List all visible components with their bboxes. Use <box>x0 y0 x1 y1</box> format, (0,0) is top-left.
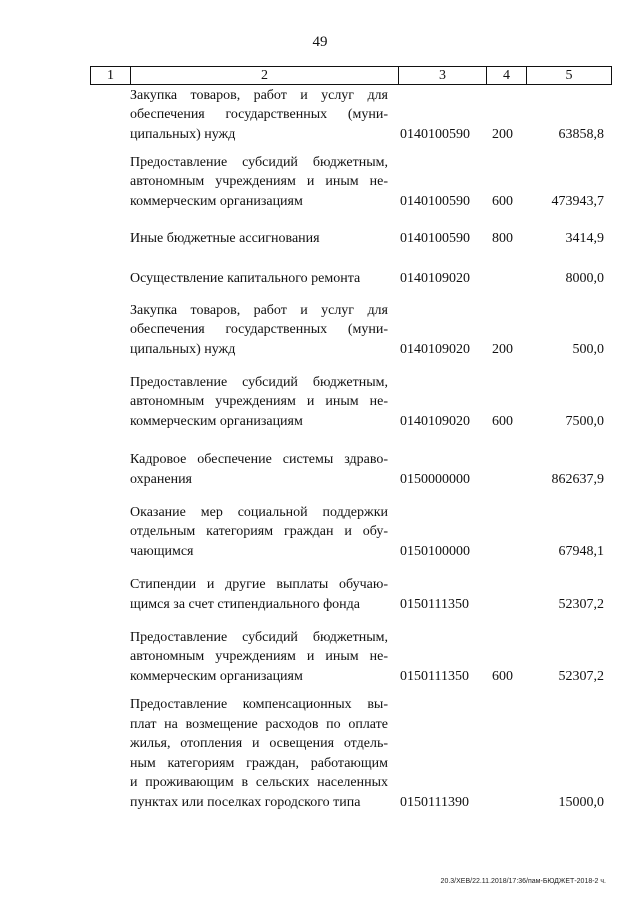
header-col-1: 1 <box>91 67 131 84</box>
row-amount: 15000,0 <box>558 794 604 810</box>
header-col-5: 5 <box>565 68 573 83</box>
row-name-line: жилья, отопления и освещения отдель- <box>130 736 388 751</box>
row-name-line: Предоставление субсидий бюджетным, <box>130 374 388 390</box>
row-code: 0150000000 <box>400 471 470 487</box>
row-amount: 63858,8 <box>558 126 604 142</box>
row-expense-type: 600 <box>492 193 513 209</box>
row-name-line: ным категориям граждан, работающим <box>130 755 388 771</box>
row-code: 0150111390 <box>400 794 469 810</box>
row-code: 0140109020 <box>400 341 470 357</box>
row-code: 0140100590 <box>400 230 470 246</box>
row-expense-type: 200 <box>492 341 513 357</box>
row-name-line: охранения <box>130 471 192 487</box>
row-name-line: коммерческим организациям <box>130 668 303 684</box>
row-amount: 3414,9 <box>565 230 604 246</box>
row-name-line: обеспечения государственных (муни- <box>130 322 388 337</box>
row-name-line: Предоставление субсидий бюджетным, <box>130 154 388 170</box>
row-name-line: ципальных) нужд <box>130 126 236 142</box>
row-expense-type: 600 <box>492 413 513 429</box>
row-name-line: Предоставление субсидий бюджетным, <box>130 629 388 645</box>
row-name-line: Иные бюджетные ассигнования <box>130 230 320 246</box>
row-expense-type: 600 <box>492 668 513 684</box>
row-name-line: чающимся <box>130 543 194 559</box>
row-name-line: Закупка товаров, работ и услуг для <box>130 302 388 318</box>
row-code: 0140109020 <box>400 413 470 429</box>
row-amount: 8000,0 <box>565 270 604 286</box>
row-expense-type: 800 <box>492 230 513 246</box>
row-amount: 52307,2 <box>558 668 604 684</box>
footer-stamp: 20.3/ХЕВ/22.11.2018/17:36/пам-БЮДЖЕТ-2018-2 ч. <box>440 878 606 885</box>
row-name-line: Предоставление компенсационных вы- <box>130 697 388 712</box>
row-amount: 500,0 <box>572 341 604 357</box>
row-name-line: коммерческим организациям <box>130 193 303 209</box>
page-number: 49 <box>312 34 328 50</box>
row-amount: 7500,0 <box>565 413 604 429</box>
row-name-line: Кадровое обеспечение системы здраво- <box>130 452 388 467</box>
row-name-line: пунктах или поселках городского типа <box>130 794 361 810</box>
row-name-line: Стипендии и другие выплаты обучаю- <box>130 577 388 592</box>
row-code: 0140100590 <box>400 193 470 209</box>
row-name <box>130 695 388 812</box>
row-name-line: Осуществление капитального ремонта <box>130 270 361 286</box>
row-name-line: коммерческим организациям <box>130 413 303 429</box>
row-name-line: обеспечения государственных (муни- <box>130 107 388 122</box>
row-name-line: щимся за счет стипендиального фонда <box>130 596 360 612</box>
row-name-line: Оказание мер социальной поддержки <box>130 504 388 520</box>
header-col-2: 2 <box>131 67 399 84</box>
row-name-line: плат на возмещение расходов по оплате <box>130 716 388 732</box>
row-code: 0150111350 <box>400 668 469 684</box>
row-name-line: автономным учреждениям и иным не- <box>130 649 388 664</box>
row-amount: 52307,2 <box>558 596 604 612</box>
row-name-line: ципальных) нужд <box>130 341 236 357</box>
row-expense-type: 200 <box>492 126 513 142</box>
row-amount: 67948,1 <box>558 543 604 559</box>
row-code: 0140100590 <box>400 126 470 142</box>
row-name-line: Закупка товаров, работ и услуг для <box>130 87 388 103</box>
row-name-line: отдельным категориям граждан и обу- <box>130 524 388 539</box>
row-name-line: автономным учреждениям и иным не- <box>130 394 388 409</box>
row-name-line: и проживающим в сельских населенных <box>130 775 388 790</box>
row-code: 0140109020 <box>400 270 470 286</box>
row-code: 0150100000 <box>400 543 470 559</box>
header-col-3: 3 <box>399 67 487 84</box>
row-amount: 473943,7 <box>551 193 604 209</box>
row-amount: 862637,9 <box>551 471 604 487</box>
header-col-4: 4 <box>487 67 527 84</box>
row-name-line: автономным учреждениям и иным не- <box>130 174 388 189</box>
row-code: 0150111350 <box>400 596 469 612</box>
